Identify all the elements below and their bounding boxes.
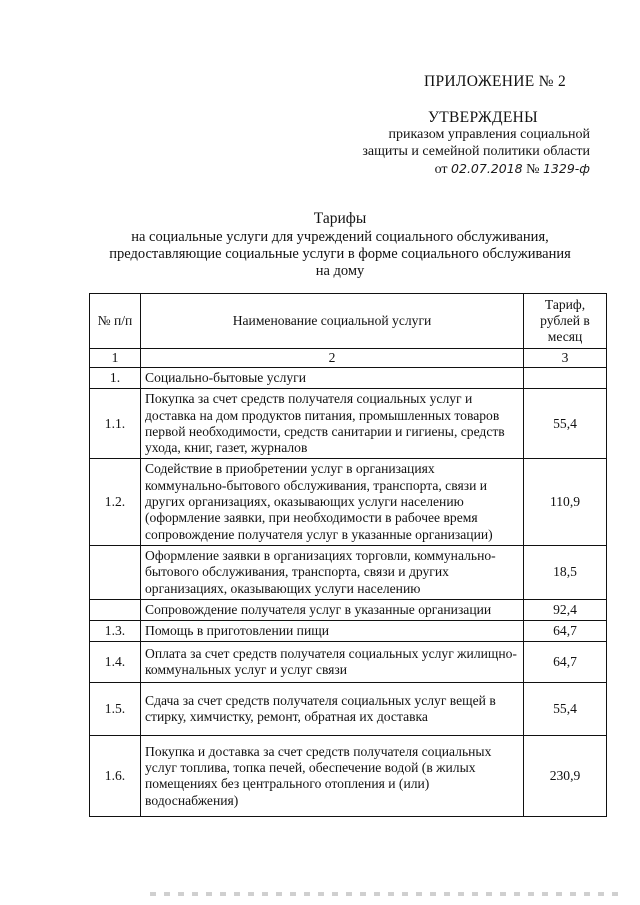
row-price: 230,9: [524, 736, 607, 817]
approved-label: УТВЕРЖДЕНЫ: [428, 109, 538, 126]
table-row: [90, 736, 607, 817]
row-num: 1.3.: [90, 621, 141, 642]
table-row: [90, 599, 607, 620]
row-name: Помощь в приготовлении пищи: [141, 621, 524, 642]
col-index-1: 1: [90, 349, 141, 368]
row-price: 64,7: [524, 642, 607, 683]
order-line-1: приказом управления социальной: [388, 127, 590, 142]
table-row: [90, 459, 607, 545]
column-index-row: [90, 349, 607, 368]
section-num: 1.: [90, 368, 141, 389]
order-number-handwritten: 1329-ф: [542, 161, 590, 176]
order-reference: [330, 126, 590, 178]
row-name: Покупка и доставка за счет средств получателя социальных услуг топлива, топка печей, обеспечение водой (в жилых помещениях без центрального отопления и (или) водоснабжения): [141, 736, 524, 817]
section-name: Социально-бытовые услуги: [141, 368, 524, 389]
title-line-3: на дому: [315, 263, 365, 279]
col-index-3: 3: [524, 349, 607, 368]
header-num: № п/п: [90, 294, 141, 349]
row-name: Содействие в приобретении услуг в организациях коммунально-бытового обслуживания, транспорта, связи и других организациях, оказывающих услуги населению (оформление заявки, при необходимости в рабочее время сопровождение получателя услуг в указанные организации): [141, 459, 524, 545]
order-date-handwritten: 02.07.2018: [451, 161, 523, 176]
table-row: [90, 389, 607, 459]
tariffs-table: [89, 293, 607, 817]
table-row: [90, 545, 607, 599]
row-num: 1.1.: [90, 389, 141, 459]
row-num: 1.5.: [90, 683, 141, 736]
row-num: [90, 545, 141, 599]
row-price: 64,7: [524, 621, 607, 642]
title-line-2: предоставляющие социальные услуги в форме социального обслуживания: [109, 246, 571, 262]
row-price: 55,4: [524, 683, 607, 736]
order-number-label: №: [526, 162, 540, 177]
title-main: Тарифы: [313, 210, 367, 227]
row-num: [90, 599, 141, 620]
row-price: 92,4: [524, 599, 607, 620]
section-price: [524, 368, 607, 389]
row-name: Оплата за счет средств получателя социальных услуг жилищно-коммунальных услуг и услуг связи: [141, 642, 524, 683]
row-price: 18,5: [524, 545, 607, 599]
table-row: [90, 621, 607, 642]
section-row: [90, 368, 607, 389]
appendix-label: ПРИЛОЖЕНИЕ № 2: [424, 73, 567, 90]
table-header-row: [90, 294, 607, 349]
row-num: 1.2.: [90, 459, 141, 545]
order-date-line: [330, 160, 590, 178]
row-num: 1.6.: [90, 736, 141, 817]
col-index-2: 2: [141, 349, 524, 368]
order-line-2: защиты и семейной политики области: [362, 144, 590, 159]
table-row: [90, 642, 607, 683]
document-title: [80, 210, 600, 280]
header-price: Тариф, рублей в месяц: [524, 294, 607, 349]
row-num: 1.4.: [90, 642, 141, 683]
header-name: Наименование социальной услуги: [141, 294, 524, 349]
order-prefix: от: [434, 162, 448, 177]
row-name: Оформление заявки в организациях торговли, коммунально-бытового обслуживания, транспорта, связи и других организациях, оказывающих услуги населению: [141, 545, 524, 599]
row-name: Покупка за счет средств получателя социальных услуг и доставка на дом продуктов питания, промышленных товаров первой необходимости, средств санитарии и гигиены, средств ухода, книг, газет, журналов: [141, 389, 524, 459]
row-price: 55,4: [524, 389, 607, 459]
table-row: [90, 683, 607, 736]
title-line-1: на социальные услуги для учреждений социального обслуживания,: [131, 229, 549, 245]
row-price: 110,9: [524, 459, 607, 545]
row-name: Сдача за счет средств получателя социальных услуг вещей в стирку, химчистку, ремонт, обратная их доставка: [141, 683, 524, 736]
row-name: Сопровождение получателя услуг в указанные организации: [141, 599, 524, 620]
scan-artifact: [150, 892, 620, 896]
